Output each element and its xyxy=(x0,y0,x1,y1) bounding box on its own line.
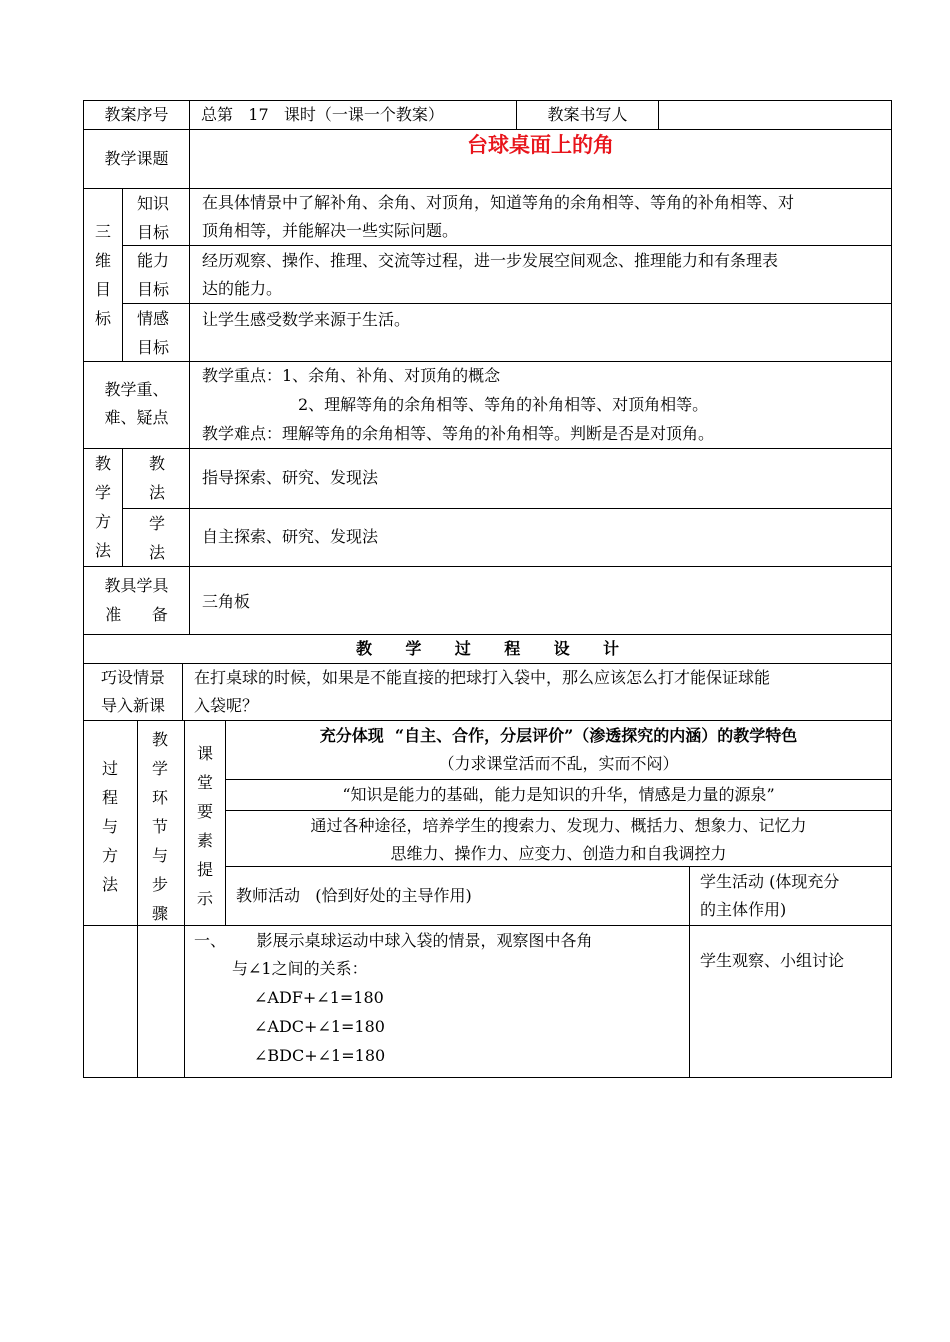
ability-goal-label: 能力目标 xyxy=(137,251,170,299)
activity-1-eq-1: ∠ADF+∠1=180 xyxy=(254,988,384,1007)
ability-goal-text-2: 达的能力。 xyxy=(202,279,283,298)
key-points-line-3: 教学难点：理解等角的余角相等、等角的补角相等。判断是否是对顶角。 xyxy=(202,424,715,443)
topic-label: 教学课题 xyxy=(104,149,169,168)
lesson-title: 台球桌面上的角 xyxy=(467,132,614,157)
learn-method-text: 自主探索、研究、发现法 xyxy=(202,527,379,546)
steps-label: 教学环节与步骤 xyxy=(151,730,168,923)
knowledge-goal-text-2: 顶角相等，并能解决一些实际问题。 xyxy=(202,221,459,240)
intro-label-1: 巧设情景 xyxy=(100,668,165,687)
feature-line-1: 充分体现 “自主、合作，分层评价”（渗透探究的内涵）的教学特色 xyxy=(319,726,798,745)
activity-1-line-2: 与∠1之间的关系： xyxy=(232,959,368,978)
key-points-line-1: 教学重点：1、余角、补角、对顶角的概念 xyxy=(202,366,501,385)
activity-1-eq-3: ∠BDC+∠1=180 xyxy=(254,1046,386,1065)
teach-method-label: 教法 xyxy=(148,454,165,502)
student-activity-label-1: 学生活动 (体现充分 xyxy=(700,872,840,891)
student-activity-label-2: 的主体作用) xyxy=(700,900,787,919)
table-border xyxy=(83,448,892,449)
table-border xyxy=(122,448,123,566)
knowledge-goal-text-1: 在具体情景中了解补角、余角、对顶角，知道等角的余角相等、等角的补角相等、对 xyxy=(202,193,795,212)
hints-label: 课堂要素提示 xyxy=(196,744,213,908)
process-heading: 教 学 过 程 设 计 xyxy=(355,639,620,658)
table-border xyxy=(122,188,123,361)
course-info: 总第 17 课时（一课一个教案） xyxy=(201,105,444,124)
table-border xyxy=(225,779,892,780)
key-points-label-1: 教学重、 xyxy=(104,380,169,399)
table-border xyxy=(122,508,892,509)
table-border xyxy=(122,245,892,246)
table-border xyxy=(83,1077,892,1078)
emotion-goal-text: 让学生感受数学来源于生活。 xyxy=(202,310,411,329)
activity-1-eq-2: ∠ADC+∠1=180 xyxy=(254,1017,385,1036)
table-border xyxy=(184,720,185,1077)
abilities-line-2: 思维力、操作力、应变力、创造力和自我调控力 xyxy=(390,844,727,863)
ability-goal-text-1: 经历观察、操作、推理、交流等过程，进一步发展空间观念、推理能力和有条理表 xyxy=(202,251,779,270)
intro-text-2: 入袋呢？ xyxy=(194,696,259,715)
process-group-label: 过程与方法 xyxy=(101,759,118,894)
table-border xyxy=(225,810,892,811)
table-border xyxy=(83,566,892,567)
teach-method-text: 指导探索、研究、发现法 xyxy=(202,468,379,487)
activity-1-line-1: 一、 影展示桌球运动中球入袋的情景，观察图中各角 xyxy=(194,931,593,950)
tools-label-1: 教具学具 xyxy=(104,576,169,595)
key-points-line-2: 2、理解等角的余角相等、等角的补角相等、对顶角相等。 xyxy=(298,395,709,414)
intro-text-1: 在打桌球的时候，如果是不能直接的把球打入袋中，那么应该怎么打才能保证球能 xyxy=(194,668,771,687)
table-border xyxy=(137,720,138,1077)
table-border xyxy=(189,100,190,634)
activity-1-student: 学生观察、小组讨论 xyxy=(700,951,845,970)
table-border xyxy=(182,663,183,720)
table-border xyxy=(122,303,892,304)
emotion-goal-label: 情感目标 xyxy=(137,309,170,357)
table-border xyxy=(658,100,659,129)
abilities-line-1: 通过各种途径，培养学生的搜索力、发现力、概括力、想象力、记忆力 xyxy=(310,816,807,835)
knowledge-goal-label: 知识目标 xyxy=(137,194,170,242)
intro-label-2: 导入新课 xyxy=(100,696,165,715)
lesson-seq-label: 教案序号 xyxy=(104,105,169,124)
writer-label: 教案书写人 xyxy=(547,105,628,124)
table-border xyxy=(83,925,892,926)
feature-line-2: （力求课堂活而不乱，实而不闷） xyxy=(438,754,679,773)
methods-group-label: 教学方法 xyxy=(94,454,111,560)
quote-line: “知识是能力的基础，能力是知识的升华，情感是力量的源泉” xyxy=(342,785,775,804)
key-points-label-2: 难、疑点 xyxy=(104,408,169,427)
table-border xyxy=(689,866,690,1077)
goals-group-label: 三维目标 xyxy=(94,222,111,328)
tools-text: 三角板 xyxy=(202,592,251,611)
learn-method-label: 学法 xyxy=(148,514,165,562)
table-border xyxy=(891,100,892,1078)
tools-label-2: 准 备 xyxy=(105,605,168,624)
table-border xyxy=(83,720,892,721)
teacher-activity-label: 教师活动 (恰到好处的主导作用) xyxy=(236,886,472,905)
